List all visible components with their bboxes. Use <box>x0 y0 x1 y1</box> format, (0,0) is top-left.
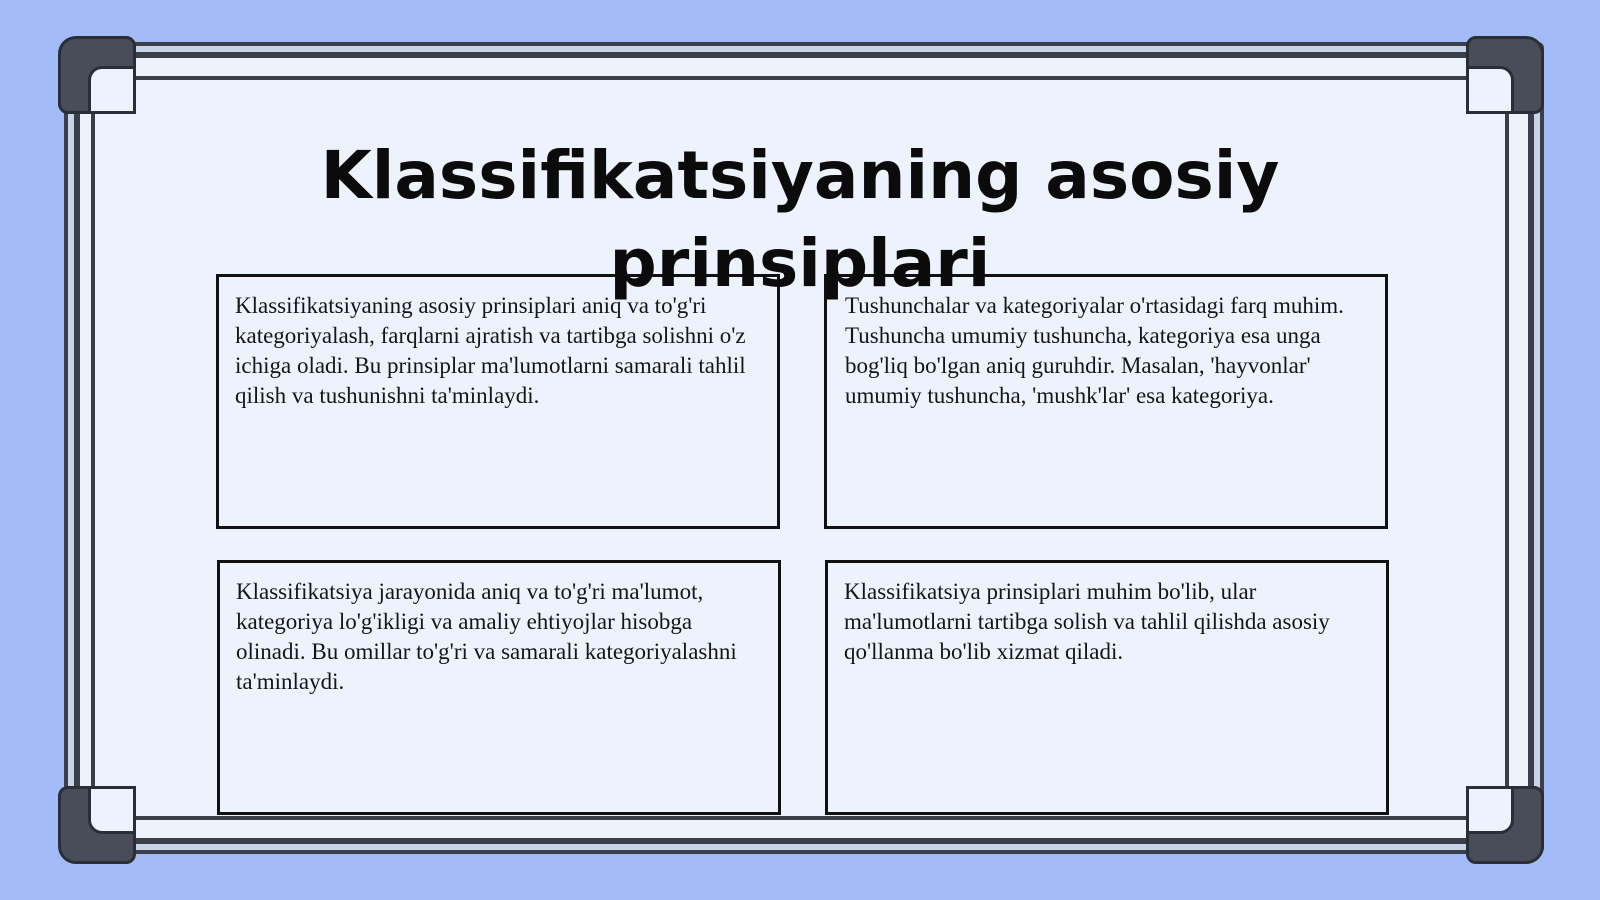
text-card-4: Klassifikatsiya prinsiplari muhim bo'lib, ular ma'lumotlarni tartibga solish va tahlil qilishda asosiy qo'llanma bo'lib xizmat qiladi. <box>825 560 1389 815</box>
frame-corner-bottom-right <box>1466 786 1544 864</box>
frame-corner-top-right <box>1466 36 1544 114</box>
text-card-1: Klassifikatsiyaning asosiy prinsiplari aniq va to'g'ri kategoriyalash, farqlarni ajratish va tartibga solishni o'z ichiga oladi. Bu prinsiplar ma'lumotlarni samarali tahlil qilish va tushunishni ta'minlaydi. <box>216 274 780 529</box>
slide-title: Klassifikatsiyaning asosiy prinsiplari <box>320 137 1280 302</box>
text-card-2: Tushunchalar va kategoriyalar o'rtasidagi farq muhim. Tushuncha umumiy tushuncha, kategoriya esa unga bog'liq bo'lgan aniq guruhdir. Masalan, 'hayvonlar' umumiy tushuncha, 'mushk'lar' esa kategoriya. <box>824 274 1388 529</box>
text-card-3: Klassifikatsiya jarayonida aniq va to'g'ri ma'lumot, kategoriya lo'g'ikligi va amaliy ehtiyojlar hisobga olinadi. Bu omillar to'g'ri va samarali kategoriyalashni ta'minlaydi. <box>217 560 781 815</box>
frame-corner-top-left <box>58 36 136 114</box>
frame-corner-bottom-left <box>58 786 136 864</box>
